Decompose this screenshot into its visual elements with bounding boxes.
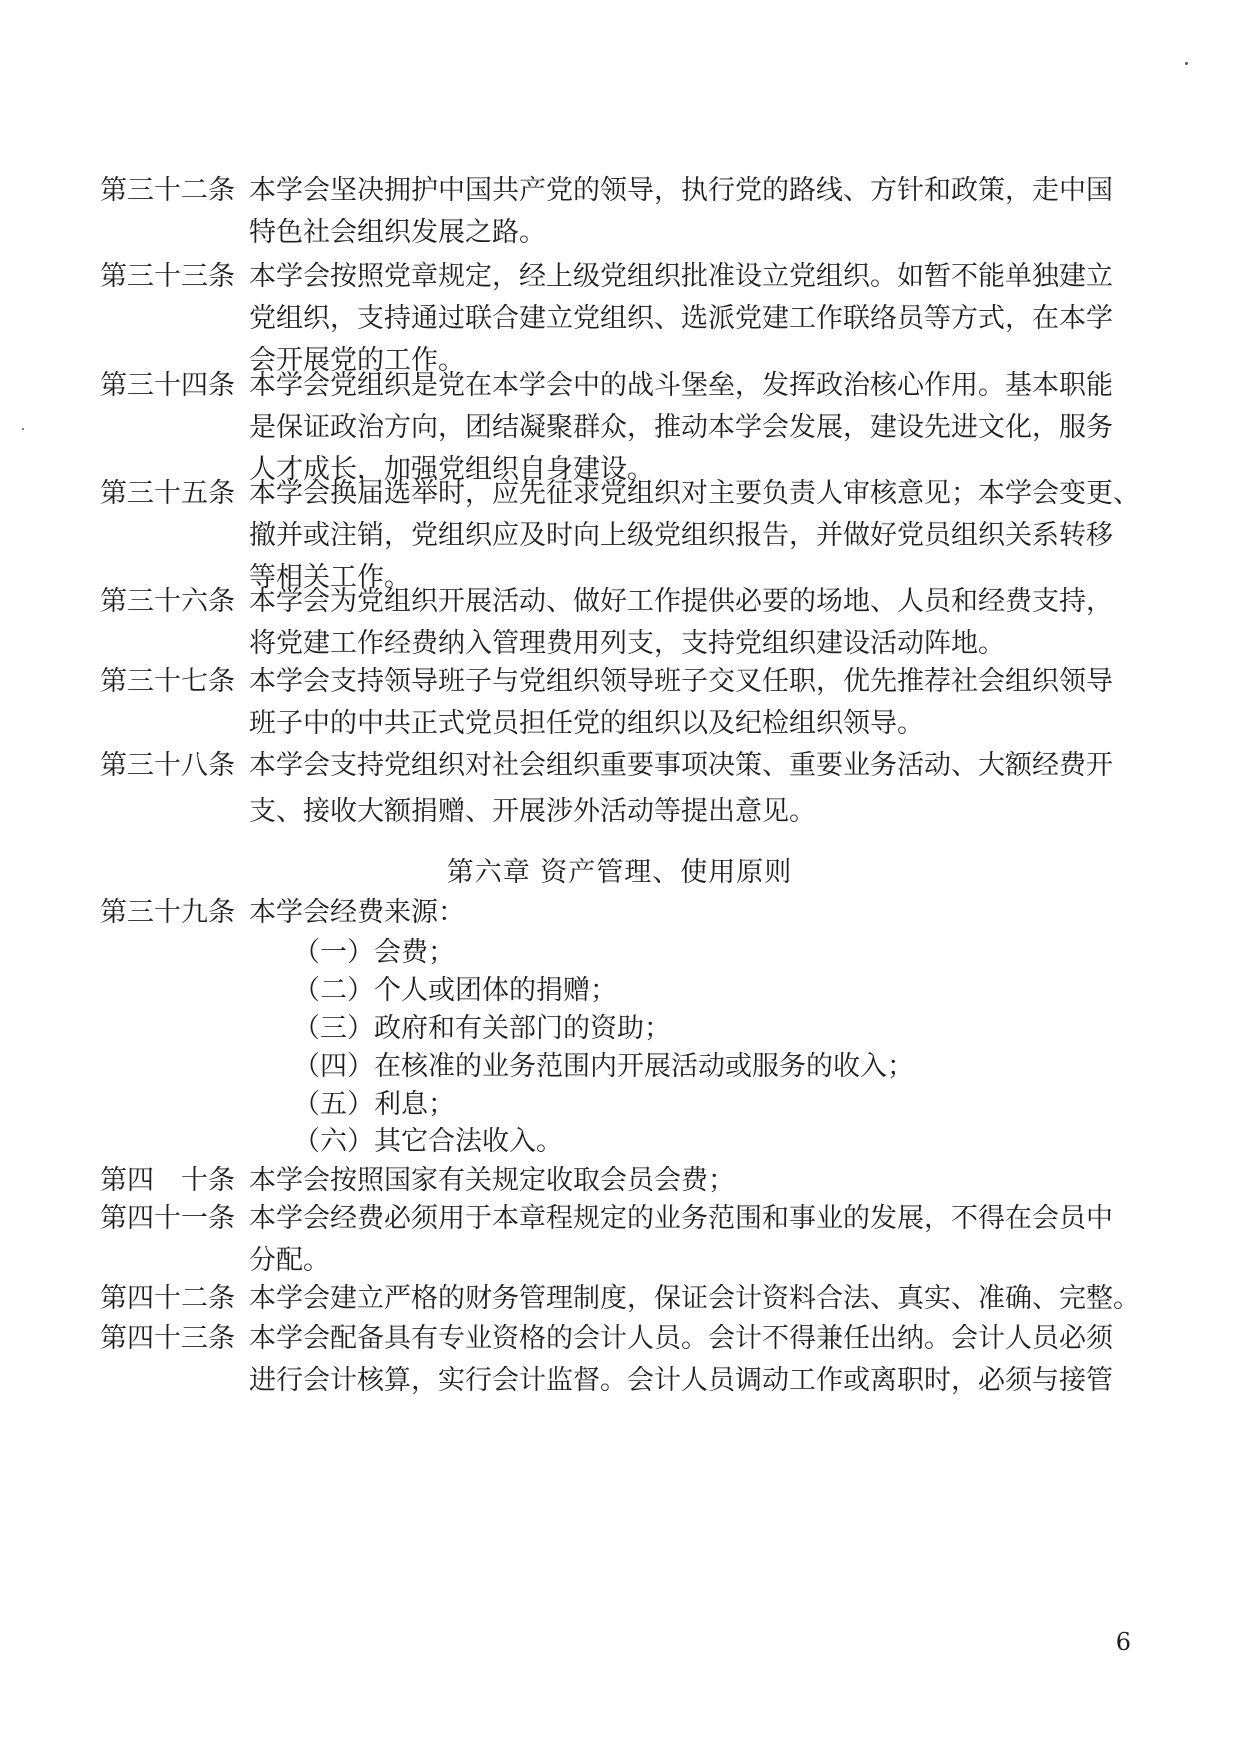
article-43 xyxy=(100,1318,1160,1402)
list-item: （六）其它合法收入。 xyxy=(293,1126,563,1157)
article-38 xyxy=(100,743,1160,835)
article-label: 第三十九条 xyxy=(100,897,235,928)
article-label: 第三十五条 xyxy=(100,478,235,509)
article-text: 本学会坚决拥护中国共产党的领导，执行党的路线、方针和政策，走中国 特色社会组织发展之路。 xyxy=(249,175,1113,248)
article-label: 第四十三条 xyxy=(100,1323,235,1354)
list-item: （一）会费； xyxy=(293,937,455,968)
article-text: 本学会建立严格的财务管理制度，保证会计资料合法、真实、准确、完整。 xyxy=(249,1283,1140,1314)
scan-speck xyxy=(1185,62,1188,65)
article-text: 本学会配备具有专业资格的会计人员。会计不得兼任出纳。会计人员必须 进行会计核算，实行会计监督。会计人员调动工作或离职时，必须与接管 xyxy=(249,1323,1113,1396)
article-label: 第四十一条 xyxy=(100,1203,235,1234)
article-42 xyxy=(100,1278,1160,1320)
article-label: 第四 十条 xyxy=(100,1165,235,1196)
article-text: 本学会按照党章规定，经上级党组织批准设立党组织。如暂不能单独建立 党组织，支持通过联合建立党组织、选派党建工作联络员等方式，在本学 会开展党的工作。 xyxy=(249,261,1113,376)
article-label: 第三十三条 xyxy=(100,261,235,292)
article-text: 本学会换届选举时，应先征求党组织对主要负责人审核意见；本学会变更、 撤并或注销，党组织应及时向上级党组织报告，并做好党员组织关系转移 等相关工作。 xyxy=(249,478,1140,593)
article-33 xyxy=(100,256,1160,382)
article-text: 本学会支持党组织对社会组织重要事项决策、重要业务活动、大额经费开 支、接收大额捐赠、开展涉外活动等提出意见。 xyxy=(249,750,1113,827)
article-text: 本学会按照国家有关规定收取会员会费； xyxy=(249,1165,735,1196)
scan-speck xyxy=(22,428,24,430)
article-label: 第三十二条 xyxy=(100,175,235,206)
article-39 xyxy=(100,892,1160,934)
article-label: 第三十七条 xyxy=(100,666,235,697)
list-item: （四）在核准的业务范围内开展活动或服务的收入； xyxy=(293,1051,914,1082)
article-text: 本学会经费来源： xyxy=(249,897,465,928)
article-text: 本学会经费必须用于本章程规定的业务范围和事业的发展，不得在会员中 分配。 xyxy=(249,1203,1113,1276)
article-40 xyxy=(100,1160,1160,1202)
list-item: （五）利息； xyxy=(293,1089,455,1120)
article-label: 第三十八条 xyxy=(100,750,235,781)
article-text: 本学会支持领导班子与党组织领导班子交叉任职，优先推荐社会组织领导 班子中的中共正式党员担任党的组织以及纪检组织领导。 xyxy=(249,666,1113,739)
article-32 xyxy=(100,170,1160,254)
article-36 xyxy=(100,581,1160,665)
article-text: 本学会为党组织开展活动、做好工作提供必要的场地、人员和经费支持， 将党建工作经费纳入管理费用列支，支持党组织建设活动阵地。 xyxy=(249,586,1113,659)
list-item: （二）个人或团体的捐赠； xyxy=(293,975,617,1006)
article-37 xyxy=(100,661,1160,745)
article-41 xyxy=(100,1198,1160,1282)
article-label: 第三十六条 xyxy=(100,586,235,617)
article-text: 本学会党组织是党在本学会中的战斗堡垒，发挥政治核心作用。基本职能 是保证政治方向，团结凝聚群众，推动本学会发展，建设先进文化，服务 人才成长，加强党组织自身建设。 xyxy=(249,370,1113,485)
article-label: 第三十四条 xyxy=(100,370,235,401)
chapter-title: 第六章 资产管理、使用原则 xyxy=(446,857,793,888)
list-item: （三）政府和有关部门的资助； xyxy=(293,1013,671,1044)
article-label: 第四十二条 xyxy=(100,1283,235,1314)
page-number: 6 xyxy=(1115,1628,1131,1656)
